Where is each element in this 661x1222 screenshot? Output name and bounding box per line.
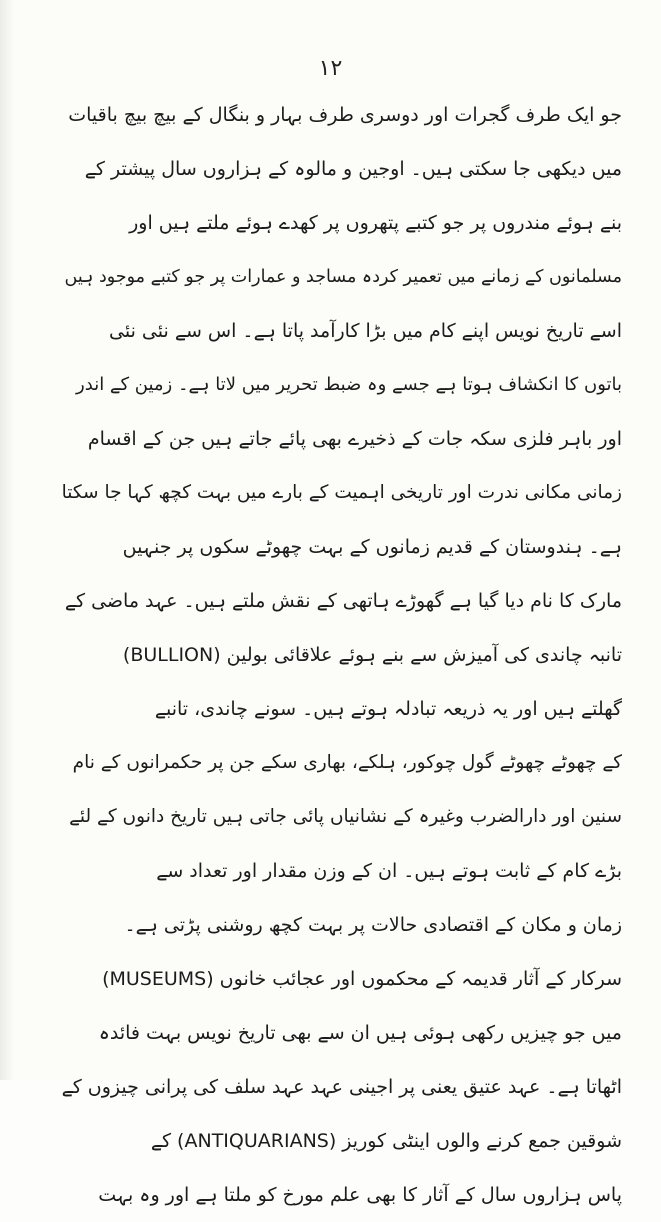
text-line: بڑے کام کے ثابت ہوتے ہیں۔ ان کے وزن مقدار اور تعداد سے	[156, 859, 622, 882]
text-line: اسے تاریخ نویس اپنے کام میں بڑا کارآمد پاتا ہے۔ اس سے نئی نئی	[109, 319, 622, 342]
text-line: گھلتے ہیں اور یہ ذریعہ تبادلہ ہوتے ہیں۔ سونے چاندی، تانبے	[154, 697, 622, 720]
text-line: زمانی مکانی ندرت اور تاریخی اہمیت کے بارے میں بہت کچھ کہا جا سکتا	[62, 481, 622, 503]
text-line: میں جو چیزیں رکھی ہوئی ہیں ان سے بھی تاریخ نویس بہت فائدہ	[98, 1021, 622, 1044]
text-line: زمان و مکان کے اقتصادی حالات پر بہت کچھ روشنی پڑتی ہے۔	[124, 913, 622, 936]
text-line: باتوں کا انکشاف ہوتا ہے جسے وہ ضبط تحریر میں لاتا ہے۔ زمین کے اندر	[76, 374, 622, 396]
text-line: پاس ہزاروں سال کے آثار کا بھی علم مورخ کو ملتا ہے اور وہ بہت	[98, 1183, 622, 1206]
page-edge-shadow	[0, 0, 14, 1080]
text-line: اور باہر فلزی سکہ جات کے ذخیرے بھی پائے جاتے ہیں جن کے اقسام	[87, 427, 622, 450]
text-line: اٹھاتا ہے۔ عہد عتیق یعنی پر اجینی عہد عہد سلف کی پرانی چیزوں کے	[62, 1075, 622, 1098]
text-line: سنین اور دارالضرب وغیرہ کے نشانیاں پائی جاتی ہیں تاریخ دانوں کے لئے	[69, 805, 622, 827]
text-line: مسلمانوں کے زمانے میں تعمیر کردہ مساجد و عمارات پر جو کتبے موجود ہیں	[64, 266, 622, 287]
text-line: تانبہ چاندی کی آمیزش سے بنے ہوئے علاقائی بولین (BULLION)	[122, 643, 622, 666]
text-line: بنے ہوئے مندروں پر جو کتبے پتھروں پر کھدے ہوئے ملتے ہیں اور	[129, 211, 622, 234]
text-line: میں دیکھی جا سکتی ہیں۔ اوجین و مالوہ کے ہزاروں سال پیشتر کے	[84, 157, 622, 180]
text-line: سرکار کے آثار قدیمہ کے محکموں اور عجائب خانوں (MUSEUMS)	[102, 967, 622, 990]
text-line: کے چھوٹے چھوٹے گول چوکور، ہلکے، بھاری سکے جن پر حکمرانوں کے نام	[72, 751, 622, 773]
text-line: ہے۔ ہندوستان کے قدیم زمانوں کے بہت چھوٹے سکوں پر جنہیں	[122, 535, 622, 558]
page-number: ۱۲	[318, 56, 343, 81]
page-body-text	[62, 88, 622, 1222]
text-line: جو ایک طرف گجرات اور دوسری طرف بہار و بنگال کے بیچ بیچ باقیات	[68, 103, 622, 126]
text-line: مارک کا نام دیا گیا ہے گھوڑے ہاتھی کے نقش ملتے ہیں۔ عہد ماضی کے	[64, 589, 622, 612]
text-line: شوقین جمع کرنے والوں اینٹی کوریز (ANTIQUARIANS) کے	[150, 1129, 622, 1152]
